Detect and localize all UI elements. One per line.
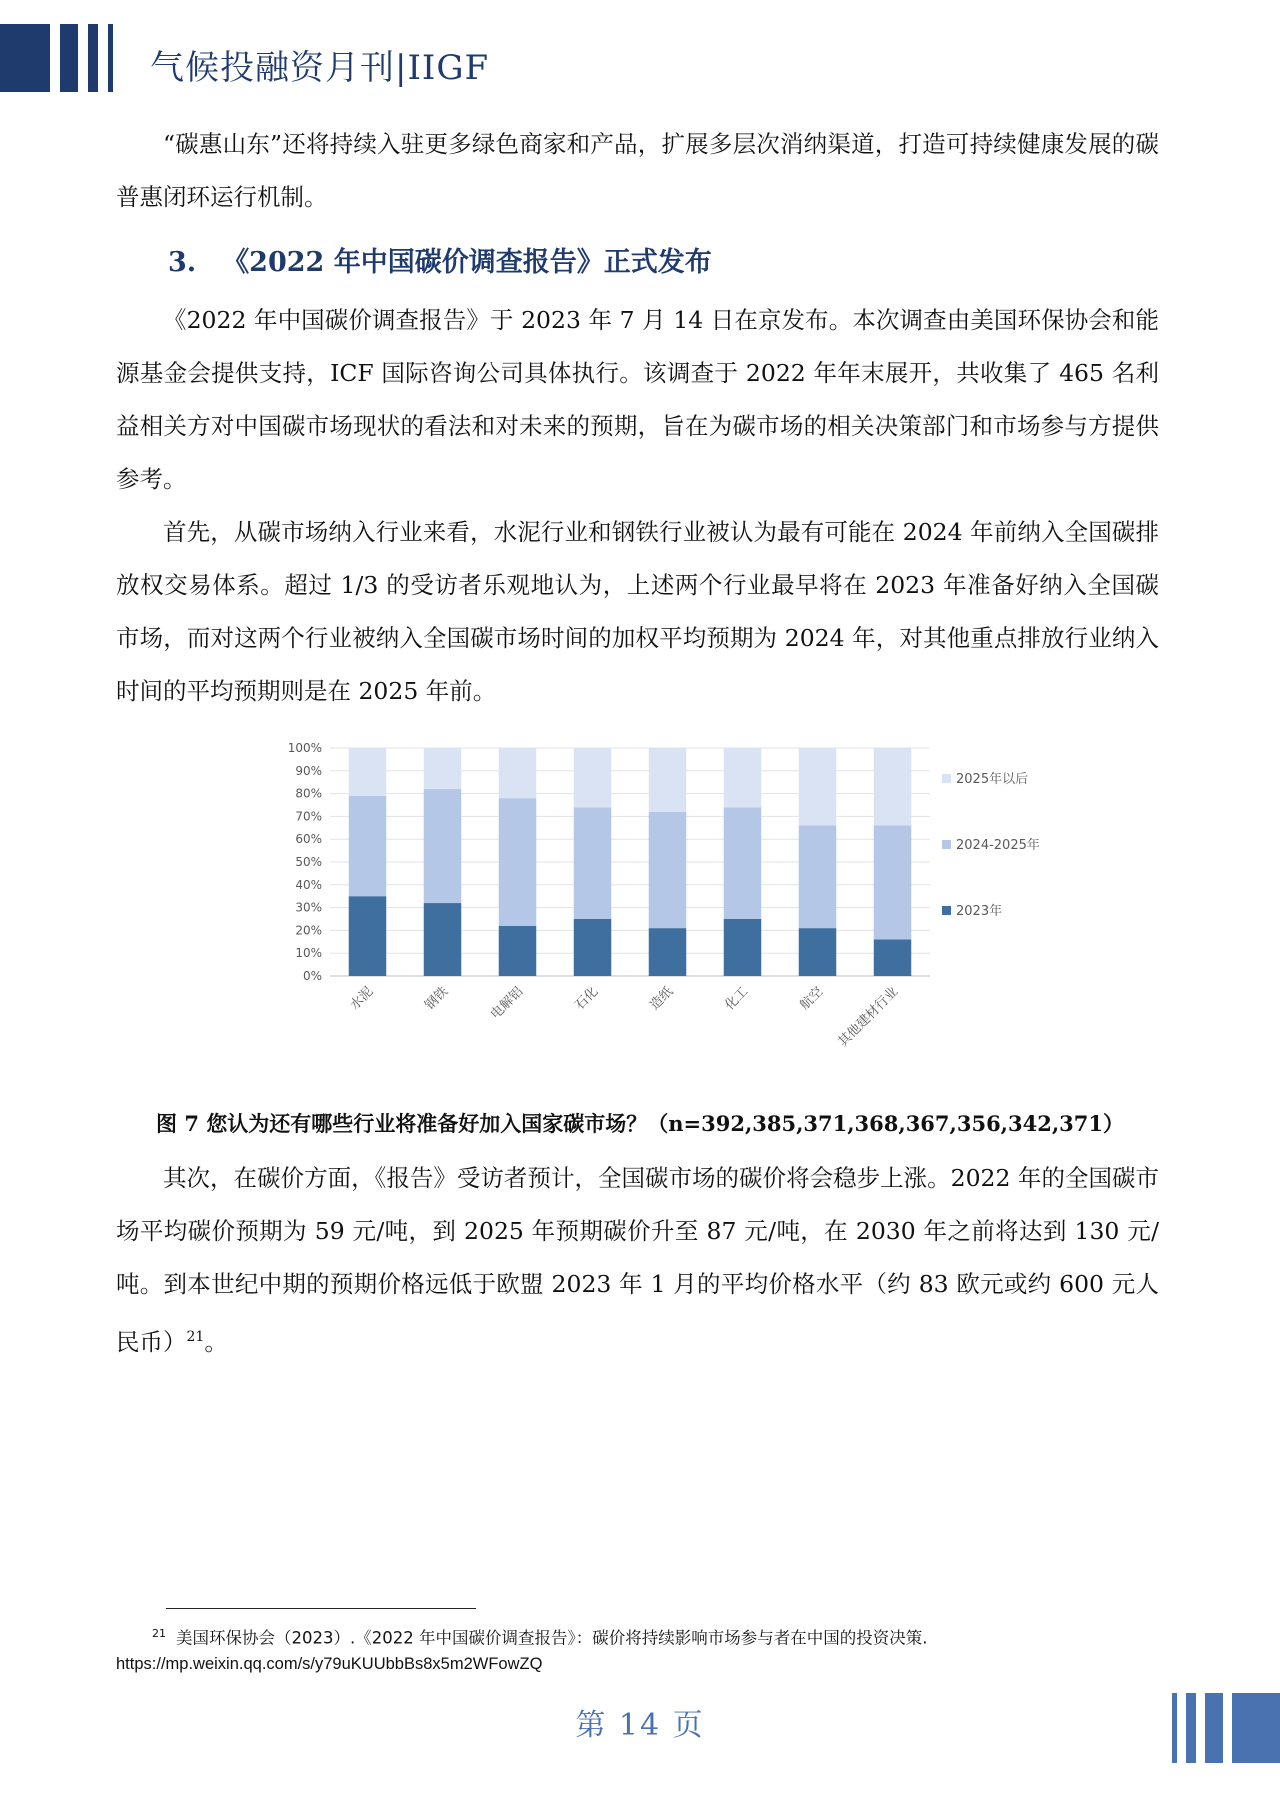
bar-segment <box>874 826 912 940</box>
bar-segment <box>649 812 687 928</box>
y-tick-label: 10% <box>295 946 322 961</box>
bar-segment <box>499 798 537 926</box>
footnote-text: 美国环保协会（2023）.《2022 年中国碳价调查报告》：碳价将持续影响市场参与者在中国的投资决策. <box>176 1628 928 1648</box>
legend-swatch <box>942 774 951 783</box>
header-decoration <box>0 24 123 92</box>
bar-segment <box>799 928 837 976</box>
bar-segment <box>574 807 612 919</box>
footer-bar <box>1172 1693 1177 1763</box>
bar-segment <box>499 748 537 798</box>
paragraph-4-text: 其次，在碳价方面，《报告》受访者预计，全国碳市场的碳价将会稳步上涨。2022 年的全国碳市场平均碳价预期为 59 元/吨，到 2025 年预期碳价升至 87 元/吨，在 2030 年之前将达到 130 元/吨。到本世纪中期的预期价格远低于欧盟 2023 年 1 月的平均价格水平（约 83 欧元或约 600 元人民币） <box>116 1164 1159 1356</box>
section-heading <box>168 240 712 279</box>
bar-segment <box>499 926 537 976</box>
page-number: 第 14 页 <box>575 1708 705 1743</box>
bar-segment <box>649 748 687 812</box>
y-tick-label: 40% <box>295 877 322 892</box>
legend-swatch <box>942 840 951 849</box>
bar-segment <box>724 748 762 807</box>
y-tick-label: 20% <box>295 923 322 938</box>
footnote-number: 21 <box>152 1627 166 1640</box>
section-number: 3. <box>168 247 197 278</box>
y-tick-label: 50% <box>295 855 322 869</box>
bar-segment <box>874 748 912 826</box>
y-tick-label: 0% <box>302 969 322 983</box>
x-tick-label: 电解铝 <box>488 984 527 1023</box>
x-tick-label: 钢铁 <box>422 984 452 1014</box>
bar-segment <box>574 748 612 807</box>
paragraph-4 <box>116 1152 1159 1369</box>
footnote-divider <box>166 1608 476 1609</box>
x-tick-label: 水泥 <box>347 984 377 1014</box>
legend-label: 2023年 <box>956 904 1003 919</box>
bar-segment <box>649 928 687 976</box>
legend-swatch <box>942 906 951 915</box>
y-tick-label: 60% <box>295 832 322 847</box>
bar-segment <box>349 796 387 896</box>
bar-segment <box>424 789 462 903</box>
legend-label: 2024-2025年 <box>956 838 1040 853</box>
footer-bar <box>1186 1693 1196 1763</box>
bar-segment <box>799 826 837 929</box>
footer-bar <box>1205 1693 1223 1763</box>
bar-segment <box>349 896 387 976</box>
x-tick-label: 化工 <box>722 984 752 1014</box>
footer-decoration <box>1163 1693 1280 1763</box>
x-tick-label: 石化 <box>572 984 602 1014</box>
publication-title: 气候投融资月刊|IIGF <box>150 48 490 88</box>
bar-segment <box>799 748 837 826</box>
y-tick-label: 100% <box>287 741 322 755</box>
x-tick-label: 其他建材行业 <box>835 984 902 1050</box>
footnote-reference[interactable]: 21 <box>186 1329 205 1345</box>
bar-segment <box>574 919 612 976</box>
stacked-bar-chart <box>270 730 1050 1080</box>
figure-caption: 图 7 您认为还有哪些行业将准备好加入国家碳市场？（n=392,385,371,368,367,356,342,371） <box>156 1111 1124 1136</box>
paragraph-1: “碳惠山东”还将持续入驻更多绿色商家和产品，扩展多层次消纳渠道，打造可持续健康发展的碳普惠闭环运行机制。 <box>116 130 1159 211</box>
chart-svg <box>270 730 1050 1080</box>
y-tick-label: 70% <box>295 809 322 824</box>
paragraph-3: 首先，从碳市场纳入行业来看，水泥行业和钢铁行业被认为最有可能在 2024 年前纳入全国碳排放权交易体系。超过 1/3 的受访者乐观地认为，上述两个行业最早将在 2023 年准备好纳入全国碳市场，而对这两个行业被纳入全国碳市场时间的加权平均预期为 2024 年，对其他重点排放行业纳入时间的平均预期则是在 2025 年前。 <box>116 518 1159 705</box>
bar-segment <box>349 748 387 796</box>
bar-segment <box>724 919 762 976</box>
footnote <box>152 1620 927 1653</box>
legend-label: 2025年以后 <box>956 772 1029 787</box>
bar-segment <box>424 903 462 976</box>
paragraph-4-end: 。 <box>204 1327 228 1356</box>
y-tick-label: 90% <box>295 763 322 778</box>
header-bar <box>60 24 78 92</box>
header-bar <box>88 24 98 92</box>
header-bar <box>0 24 50 92</box>
footer-bar <box>1232 1693 1280 1763</box>
section-title: 《2022 年中国碳价调查报告》正式发布 <box>222 247 712 278</box>
x-tick-label: 航空 <box>797 984 827 1014</box>
y-tick-label: 30% <box>295 900 322 915</box>
y-tick-label: 80% <box>295 786 322 801</box>
paragraph-2: 《2022 年中国碳价调查报告》于 2023 年 7 月 14 日在京发布。本次调查由美国环保协会和能源基金会提供支持，ICF 国际咨询公司具体执行。该调查于 2022 年年末展开，共收集了 465 名利益相关方对中国碳市场现状的看法和对未来的预期，旨在为碳市场的相关决策部门和市场参与方提供参考。 <box>116 306 1159 493</box>
footnote-link[interactable]: https://mp.weixin.qq.com/s/y79uKUUbbBs8x5m2WFowZQ <box>116 1655 543 1673</box>
bar-segment <box>724 807 762 919</box>
x-tick-label: 造纸 <box>647 984 677 1014</box>
bar-segment <box>424 748 462 789</box>
bar-segment <box>874 940 912 976</box>
header-bar <box>108 24 113 92</box>
